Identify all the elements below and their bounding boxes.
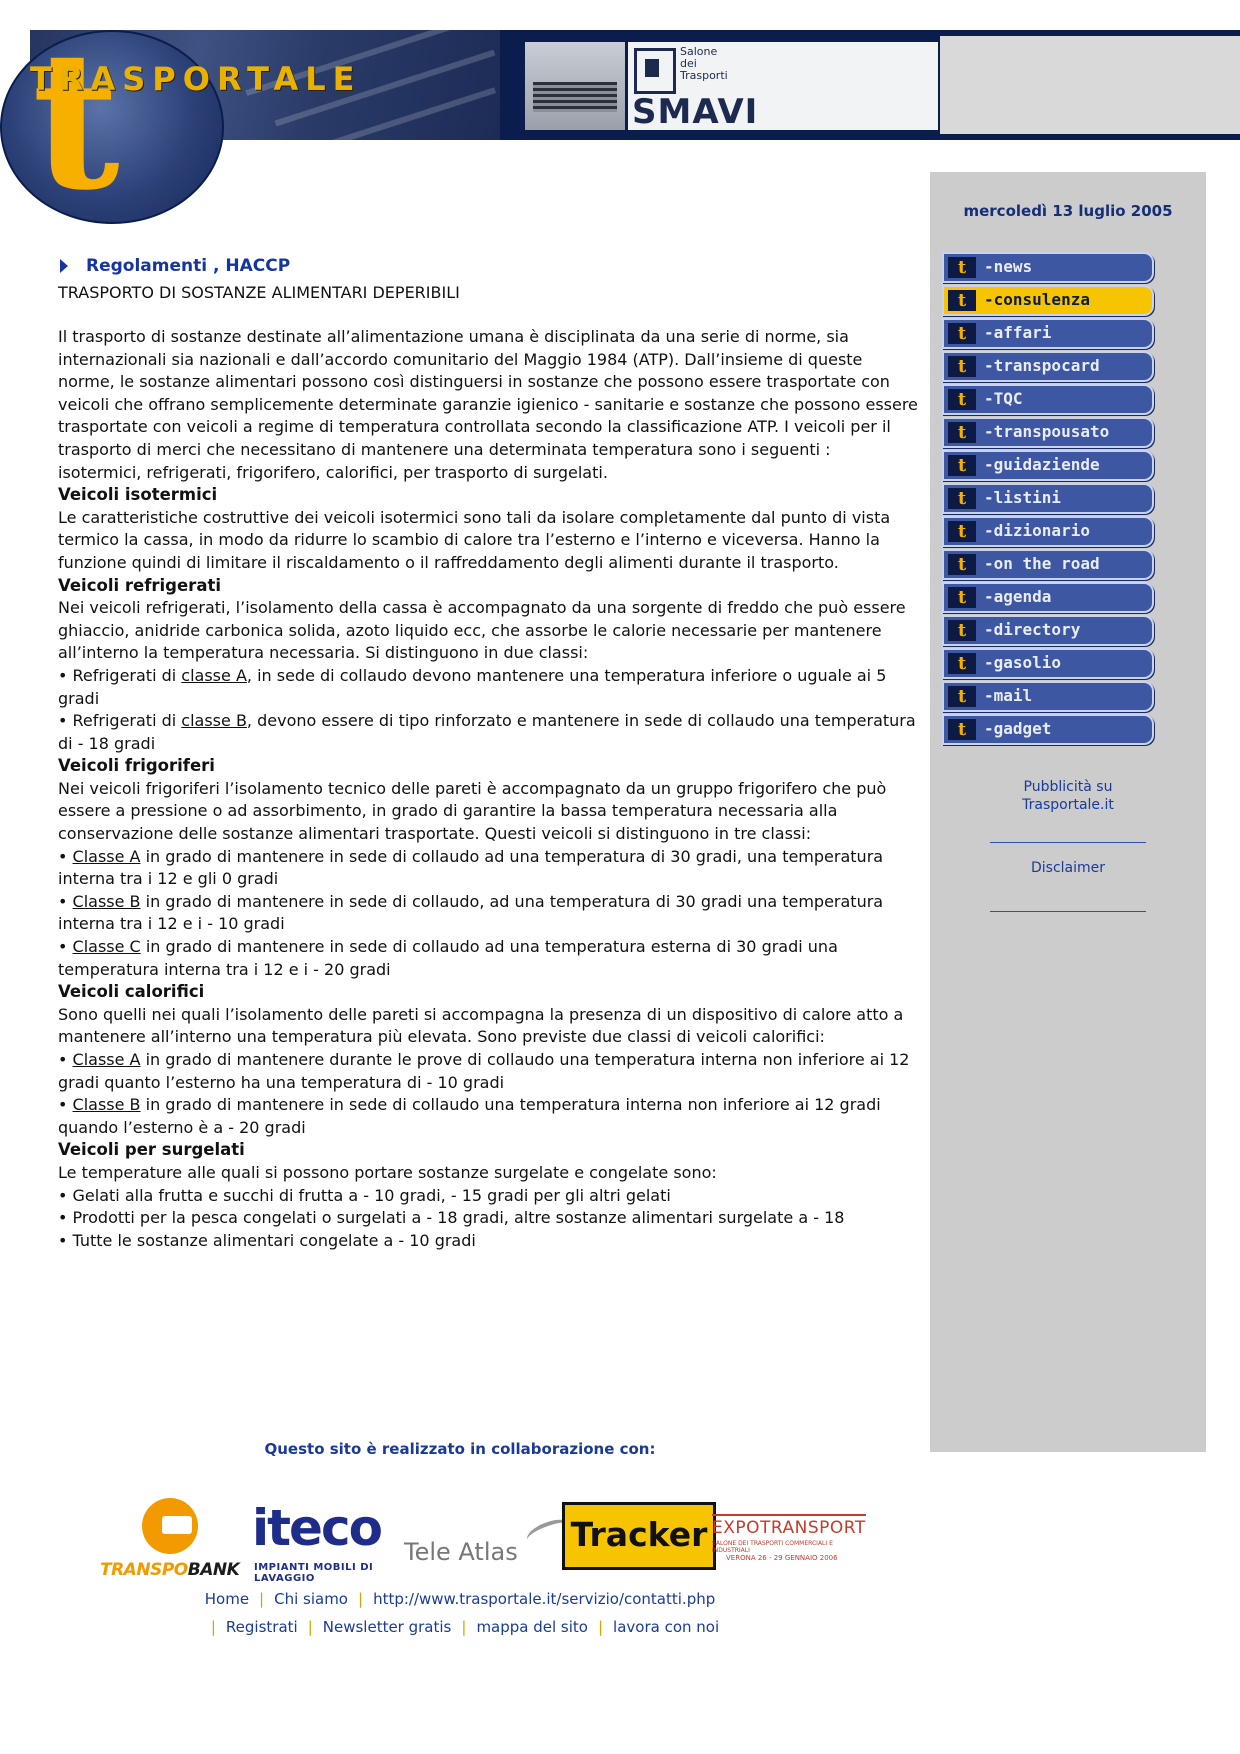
heading-calorifici: Veicoli calorifici [58,982,205,1002]
mappa-sito-link[interactable]: mappa del sito [476,1618,588,1636]
expotransport-date: VERONA 26 - 29 GENNAIO 2006 [726,1554,838,1562]
list-item: • Tutte le sostanze alimentari congelate a - 10 gradi [58,1230,476,1250]
pubblicita-line1: Pubblicità su [1023,779,1113,795]
nav-label: -consulenza [984,290,1090,309]
current-date: mercoledì 13 luglio 2005 [963,202,1173,220]
link-separator: | [307,1618,313,1636]
paragraph-surgelati: Le temperature alle quali si possono portare sostanze surgelate e congelate sono: [58,1162,717,1182]
list-item: • Classe A in grado di mantenere in sede di collaudo ad una temperatura di 30 gradi, una temperatura interna tra i 12 e gli 0 gradi [58,846,884,889]
list-item: • Gelati alla frutta e succhi di frutta a - 10 gradi, - 15 gradi per gli altri gelati [58,1185,671,1205]
intro-paragraph: Il trasporto di sostanze destinate all’alimentazione umana è disciplinata da una serie di norme, sia internazionali sia nazionali e dall’accordo comunitario del Maggio 1984 (ATP). Dall’insieme di queste norme, le sostanze alimentari possono così distinguersi in sostanze che possono essere trasportate con veicoli che offrano semplicemente determinate garanzie igienico - sanitarie e sostanze che possono essere trasportate con veicoli a regime di temperatura controllata secondo la classificazione ATP. I veicoli per il trasporto di merci che necessitano di mantenere una determinata temperatura sono i seguenti : isotermici, refrigerati, frigorifero, calorifici, per trasporto di surgelati. [58,327,918,482]
trasportale-t-icon: t [948,389,976,410]
heading-surgelati: Veicoli per surgelati [58,1140,245,1160]
classe-a-link[interactable]: Classe A [72,1050,141,1069]
nav-label: -gasolio [984,653,1062,672]
nav-consulenza[interactable] [942,285,1154,316]
nav-affari[interactable] [942,318,1154,349]
nav-label: -TQC [984,389,1023,408]
nav-listini[interactable] [942,483,1154,514]
header-blank-panel [940,36,1240,134]
trasportale-t-icon: t [948,257,976,278]
newsletter-link[interactable]: Newsletter gratis [322,1618,452,1636]
smavi-mark-icon [634,48,676,94]
nav-dizionario[interactable] [942,516,1154,547]
lavora-con-noi-link[interactable]: lavora con noi [613,1618,720,1636]
nav-label: -listini [984,488,1062,507]
trasportale-t-icon: t [948,620,976,641]
classe-b-link[interactable]: classe B [181,711,247,731]
nav-label: -on the road [984,554,1100,573]
link-separator: | [597,1618,604,1636]
list-item: • Refrigerati di classe B, devono essere di tipo rinforzato e mantenere in sede di collaudo una temperatura di - 18 gradi [58,711,916,753]
trasportale-t-icon: t [948,422,976,443]
nav-label: -gadget [984,719,1052,738]
link-separator: | [461,1618,467,1636]
nav-gadget[interactable] [942,714,1154,745]
trasportale-t-icon: t [948,356,976,377]
trasportale-t-icon: t [948,488,976,509]
home-link[interactable]: Home [204,1590,250,1608]
heading-isotermici: Veicoli isotermici [58,485,218,505]
pubblicita-line2: Trasportale.it [1022,797,1114,813]
footer-links-row2 [0,1618,920,1636]
classe-c-link[interactable]: Classe C [72,937,141,957]
footer-links-row1 [0,1590,920,1608]
iteco-name: iteco [252,1499,381,1557]
smavi-title: SMAVI [632,92,759,132]
list-item: • Classe A in grado di mantenere durante le prove di collaudo una temperatura interna non inferiore ai 12 gradi quanto l’esterno ha una temperatura di - 10 gradi [58,1050,910,1092]
heading-frigoriferi: Veicoli frigoriferi [58,756,215,776]
trasportale-t-icon: t [948,323,976,344]
nav-label: -mail [984,686,1033,705]
expotransport-logo[interactable] [712,1494,872,1586]
expotransport-subtitle: SALONE DEI TRASPORTI COMMERCIALI E INDUSTRIALI [712,1540,833,1554]
nav-label: -transpousato [984,422,1110,441]
nav-label: -directory [984,620,1081,639]
teleatlas-name: Tele Atlas [404,1538,518,1566]
transpobank-icon [142,1498,198,1554]
trasportale-logo-text[interactable]: TRASPORTALE [30,60,362,98]
list-item: • Classe B in grado di mantenere in sede di collaudo una temperatura interna non inferiore ai 12 gradi quando l’esterno è a - 20 gradi [58,1095,881,1137]
iteco-subtitle: IMPIANTI MOBILI DI LAVAGGIO [254,1562,374,1584]
registrati-link[interactable]: Registrati [225,1618,298,1636]
nav-news[interactable] [942,252,1154,283]
paragraph-isotermici: Le caratteristiche costruttive dei veicoli isotermici sono tali da isolare completamente dal punto di vista termico la cassa, in modo da ridurre lo scambio di calore tra l’esterno e l’interno e viceversa. Hanno la funzione quindi di limitare il riscaldamento o il raffreddamento degli alimenti durante il trasporto. [58,507,891,572]
trasportale-t-icon: t [948,587,976,608]
nav-label: -affari [984,323,1052,342]
chi-siamo-link[interactable]: Chi siamo [274,1590,348,1608]
tracker-name: Tracker [570,1515,708,1554]
trasportale-t-icon: t [32,9,120,232]
classe-a-link[interactable]: classe A [181,665,247,685]
nav-guidaziende[interactable] [942,450,1154,481]
nav-label: -agenda [984,587,1052,606]
trasportale-t-icon: t [948,719,976,740]
nav-label: -dizionario [984,521,1090,540]
sidebar-nav [930,250,1206,912]
expotransport-name: EXPOTRANSPORT [712,1514,866,1538]
list-item: • Classe B in grado di mantenere in sede di collaudo, ad una temperatura di 30 gradi una temperatura interna tra i 12 e i - 10 gradi [58,891,884,934]
trasportale-t-icon: t [948,290,976,311]
heading-refrigerati: Veicoli refrigerati [58,575,222,595]
classe-b-link[interactable]: Classe B [72,1095,141,1115]
list-item: • Classe C in grado di mantenere in sede di collaudo ad una temperatura esterna di 30 gradi una temperatura interna tra i 12 e i - 20 gradi [58,937,838,979]
trasportale-t-icon: t [948,554,976,575]
nav-transpocard[interactable] [942,351,1154,382]
contatti-link[interactable]: http://www.trasportale.it/servizio/contatti.php [373,1590,716,1608]
sidebar-divider [990,911,1146,912]
nav-gasolio[interactable] [942,648,1154,679]
trasportale-t-icon: t [948,521,976,542]
nav-directory[interactable] [942,615,1154,646]
trasportale-t-icon: t [948,455,976,476]
nav-label: -transpocard [984,356,1100,375]
classe-a-link[interactable]: Classe A [72,846,141,866]
trasportale-t-icon: t [948,653,976,674]
transpobank-name: TRANSPOBANK [100,1560,240,1580]
link-separator: | [210,1618,216,1636]
trasportale-t-icon: t [948,686,976,707]
nav-tqc[interactable] [942,384,1154,415]
list-item: • Prodotti per la pesca congelati o surgelati a - 18 gradi, altre sostanze alimentari surgelate a - 18 [58,1208,845,1228]
nav-mail[interactable] [942,681,1154,712]
article-title: TRASPORTO DI SOSTANZE ALIMENTARI DEPERIBILI [58,283,460,302]
main-content [58,256,918,1252]
nav-on-the-road[interactable] [942,549,1154,580]
list-item: • Refrigerati di classe A, in sede di collaudo devono mantenere una temperatura inferiore o uguale ai 5 gradi [58,665,887,708]
smavi-logo[interactable] [628,42,938,130]
nav-agenda[interactable] [942,582,1154,613]
transpobank-logo[interactable] [96,1494,244,1586]
section-heading[interactable]: Regolamenti , HACCP [58,256,918,280]
collaboration-heading: Questo sito è realizzato in collaborazione con: [264,1440,656,1458]
nav-label: -news [984,257,1033,276]
paragraph-frigoriferi: Nei veicoli frigoriferi l’isolamento tecnico delle pareti è accompagnato da un gruppo frigorifero che può essere a pressione o ad assorbimento, in grado di garantire la bassa temperatura necessaria alla conservazione delle sostanze alimentari trasportate. Questi veicoli si distinguono in tre classi: [58,778,887,844]
partner-logos [96,1494,886,1586]
classe-b-link[interactable]: Classe B [72,891,141,911]
iteco-logo[interactable] [252,1494,392,1586]
smavi-subtitle: Salone dei Trasporti [680,45,728,82]
link-separator: | [259,1590,265,1608]
tracker-logo[interactable] [562,1502,716,1570]
disclaimer-link[interactable]: Disclaimer [1030,860,1106,876]
paragraph-calorifici: Sono quelli nei quali l’isolamento delle pareti si accompagna la presenza di un dispositivo di calore atto a mantenere all’interno una temperatura più elevata. Sono previste due classi di veicoli calorifici: [58,1004,904,1047]
nav-transpousato[interactable] [942,417,1154,448]
nav-label: -guidaziende [984,455,1100,474]
pubblicita-link[interactable] [930,778,1206,814]
truck-photo [525,42,625,130]
link-separator: | [358,1590,364,1608]
right-sidebar [930,172,1206,1452]
paragraph-refrigerati: Nei veicoli refrigerati, l’isolamento della cassa è accompagnato da una sorgente di freddo che può essere ghiaccio, anidride carbonica solida, azoto liquido ecc, che assorbe le calorie necessarie per mantenere all’interno la temperatura necessaria. Si distinguono in due classi: [58,598,906,663]
